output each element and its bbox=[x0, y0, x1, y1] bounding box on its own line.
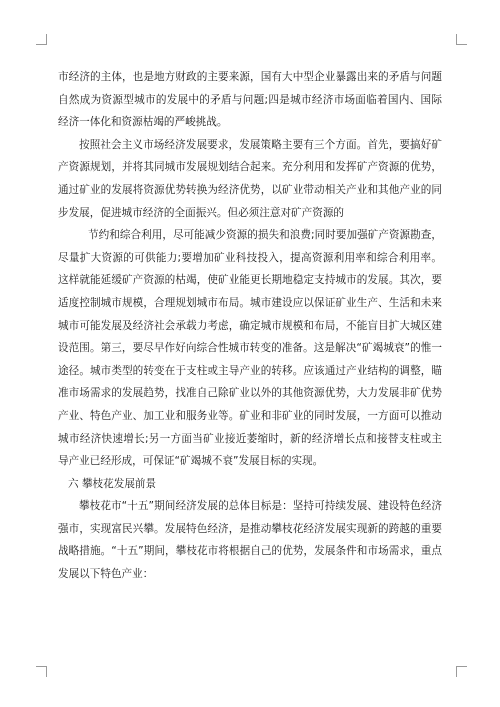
crop-mark-top-left bbox=[36, 34, 47, 45]
paragraph-strategy-details: 节约和综合利用，尽可能减少资源的损失和浪费;同时要加强矿产资源勘查，尽量扩大资源的可供能力;要增加矿业科技投入，提高资源利用率和综合利用率。这样就能延缓矿产资源的枯竭，使矿业能更长期地稳定支持城市的发展。其次，要适度控制城市规模，合理规划城市布局。城市建设应以保证矿业生产、生活和未来城市可能发展及经济社会承载力考虑，确定城市规模和布局，不能盲目扩大城区建设范围。第三，要尽早作好向综合性城市转变的准备。这是解决“矿竭城衰”的惟一途径。城市类型的转变在于支柱或主导产业的转移。应该通过产业结构的调整，瞄准市场需求的发展趋势，找准自己除矿业以外的其他资源优势，大力发展非矿优势产业、特色产业、加工业和服务业等。矿业和非矿业的同时发展，一方面可以推动城市经济快速增长;另一方面当矿业接近萎缩时，新的经济增长点和接替支柱或主导产业已经形成，可保证“矿竭城不衰”发展目标的实现。 bbox=[58, 229, 442, 468]
crop-mark-top-right bbox=[456, 34, 467, 45]
paragraph-development-goals: 攀枝花市“十五”期间经济发展的总体目标是：坚持可持续发展、建设特色经济强市，实现富民兴攀。发展特色经济，是推动攀枝花经济发展实现新的跨越的重要战略措施。“十五”期间，攀枝花市将根据自己的优势，发展条件和市场需求，重点发展以下特色产业： bbox=[58, 500, 442, 581]
crop-mark-bottom-right bbox=[456, 666, 467, 677]
crop-mark-bottom-left bbox=[36, 666, 47, 677]
paragraph-continuation: 市经济的主体，也是地方财政的主要来源，国有大中型企业暴露出来的矛盾与问题自然成为资源型城市的发展中的矛盾与问题;四是城市经济市场面临着国内、国际经济一体化和资源枯竭的严峻挑战。 bbox=[58, 71, 442, 129]
paragraph-strategy: 按照社会主义市场经济发展要求，发展策略主要有三个方面。首先，要搞好矿产资源规划，并将其同城市发展规划结合起来。充分利用和发挥矿产资源的优势，通过矿业的发展将资源优势转换为经济优势，以矿业带动相关产业和其他产业的同步发展，促进城市经济的全面振兴。但必须注意对矿产资源的 bbox=[58, 138, 442, 219]
document-body bbox=[58, 66, 442, 586]
section-heading: 六 攀枝花发展前景 bbox=[68, 477, 157, 490]
